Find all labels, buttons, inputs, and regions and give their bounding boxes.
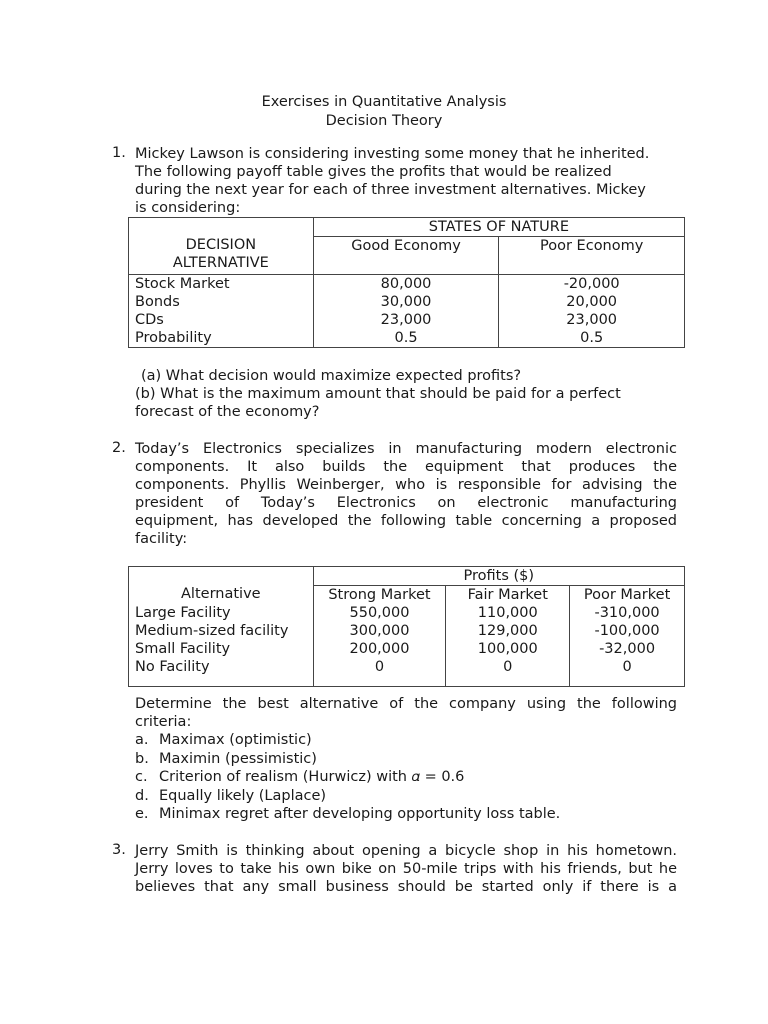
payoff-table bbox=[128, 217, 685, 348]
list-letter: e. bbox=[135, 806, 149, 822]
text-line: The following payoff table gives the profits that would be realized bbox=[135, 164, 612, 180]
problem-1-text bbox=[135, 145, 677, 217]
text-line: during the next year for each of three investment alternatives. Mickey bbox=[135, 182, 646, 198]
table-row bbox=[129, 311, 685, 329]
list-text: Equally likely (Laplace) bbox=[159, 787, 327, 804]
text-line: components. It also builds the equipment that produces the bbox=[135, 459, 677, 475]
profits-table bbox=[128, 566, 685, 687]
list-letter: b. bbox=[135, 750, 149, 767]
problem-2-text bbox=[135, 440, 677, 548]
table-header-row bbox=[129, 567, 685, 586]
table-row bbox=[129, 293, 685, 311]
table-row bbox=[129, 658, 685, 687]
table-cell: 0.5 bbox=[313, 329, 499, 348]
table-cell: 0 bbox=[570, 658, 685, 687]
text-line: Jerry Smith is thinking about opening a bicycle shop in his hometown. bbox=[135, 843, 677, 859]
row-label: No Facility bbox=[129, 658, 314, 687]
table-cell: -310,000 bbox=[570, 604, 685, 622]
document-subtitle: Decision Theory bbox=[325, 113, 443, 129]
table-cell: 23,000 bbox=[499, 311, 685, 329]
text-line: components. Phyllis Weinberger, who is responsible for advising the bbox=[135, 477, 677, 493]
table-cell: 200,000 bbox=[313, 640, 446, 658]
column-header: Good Economy bbox=[313, 237, 499, 275]
table-cell: 23,000 bbox=[313, 311, 499, 329]
text-line: Today’s Electronics specializes in manufacturing modern electronic bbox=[135, 441, 677, 457]
problem-3-text bbox=[135, 842, 677, 896]
table-cell: 550,000 bbox=[313, 604, 446, 622]
list-text: Minimax regret after developing opportunity loss table. bbox=[159, 806, 561, 822]
row-label: Stock Market bbox=[129, 275, 314, 294]
list-text: Criterion of realism (Hurwicz) with 𝛼 = 0.6 bbox=[159, 769, 465, 785]
table-cell: 0.5 bbox=[499, 329, 685, 348]
list-text: Maximax (optimistic) bbox=[159, 732, 312, 748]
table-cell: 80,000 bbox=[313, 275, 499, 294]
states-of-nature-header: STATES OF NATURE bbox=[313, 218, 684, 237]
list-text: Maximin (pessimistic) bbox=[159, 750, 317, 767]
decision-alternative-header bbox=[129, 218, 314, 275]
table-row bbox=[129, 604, 685, 622]
list-letter: c. bbox=[135, 769, 148, 785]
table-row bbox=[129, 329, 685, 348]
table-row bbox=[129, 640, 685, 658]
document-title: Exercises in Quantitative Analysis bbox=[261, 94, 507, 110]
row-label: CDs bbox=[129, 311, 314, 329]
criteria-list bbox=[135, 731, 695, 824]
row-label: Medium-sized facility bbox=[129, 622, 314, 640]
text-line: equipment, has developed the following table concerning a proposed bbox=[135, 513, 677, 529]
text-line: Determine the best alternative of the company using the following bbox=[135, 696, 677, 712]
text-line: Jerry loves to take his own bike on 50-mile trips with his friends, but he bbox=[135, 861, 677, 877]
text-line: criteria: bbox=[135, 714, 192, 730]
table-cell: -32,000 bbox=[570, 640, 685, 658]
list-item bbox=[135, 750, 695, 769]
question-b-line-1: (b) What is the maximum amount that should be paid for a perfect bbox=[135, 386, 621, 402]
text-line: facility: bbox=[135, 531, 188, 547]
column-header: Strong Market bbox=[313, 586, 446, 605]
table-cell: 300,000 bbox=[313, 622, 446, 640]
column-header: Fair Market bbox=[446, 586, 570, 605]
list-item bbox=[135, 731, 695, 750]
table-cell: 129,000 bbox=[446, 622, 570, 640]
table-row bbox=[129, 622, 685, 640]
table-cell: -20,000 bbox=[499, 275, 685, 294]
table-cell: -100,000 bbox=[570, 622, 685, 640]
row-label: Large Facility bbox=[129, 604, 314, 622]
table-cell: 0 bbox=[313, 658, 446, 687]
question-a: (a) What decision would maximize expected profits? bbox=[141, 368, 522, 384]
row-label: Small Facility bbox=[129, 640, 314, 658]
list-item bbox=[135, 787, 695, 806]
problem-3-number: 3. bbox=[112, 842, 126, 858]
text-line: Mickey Lawson is considering investing some money that he inherited. bbox=[135, 146, 650, 162]
problem-1-number: 1. bbox=[112, 145, 126, 161]
row-label: Bonds bbox=[129, 293, 314, 311]
question-b-line-2: forecast of the economy? bbox=[135, 404, 320, 420]
list-letter: d. bbox=[135, 787, 149, 804]
alternative-header: Alternative bbox=[129, 567, 314, 605]
table-header-row bbox=[129, 218, 685, 237]
table-cell: 0 bbox=[446, 658, 570, 687]
text-line: believes that any small business should be started only if there is a bbox=[135, 879, 677, 895]
column-header: Poor Economy bbox=[499, 237, 685, 275]
table-row bbox=[129, 275, 685, 294]
table-cell: 20,000 bbox=[499, 293, 685, 311]
text-line: president of Today’s Electronics on electronic manufacturing bbox=[135, 495, 677, 511]
header-text: DECISION bbox=[185, 237, 257, 253]
list-item bbox=[135, 805, 695, 824]
criteria-intro bbox=[135, 695, 677, 731]
table-cell: 30,000 bbox=[313, 293, 499, 311]
header-text: ALTERNATIVE bbox=[172, 255, 269, 271]
profits-header: Profits ($) bbox=[313, 567, 684, 586]
list-letter: a. bbox=[135, 732, 149, 748]
table-cell: 100,000 bbox=[446, 640, 570, 658]
table-cell: 110,000 bbox=[446, 604, 570, 622]
text-line: is considering: bbox=[135, 200, 241, 216]
column-header: Poor Market bbox=[570, 586, 685, 605]
list-item bbox=[135, 768, 695, 787]
row-label: Probability bbox=[129, 329, 314, 348]
problem-2-number: 2. bbox=[112, 440, 126, 456]
